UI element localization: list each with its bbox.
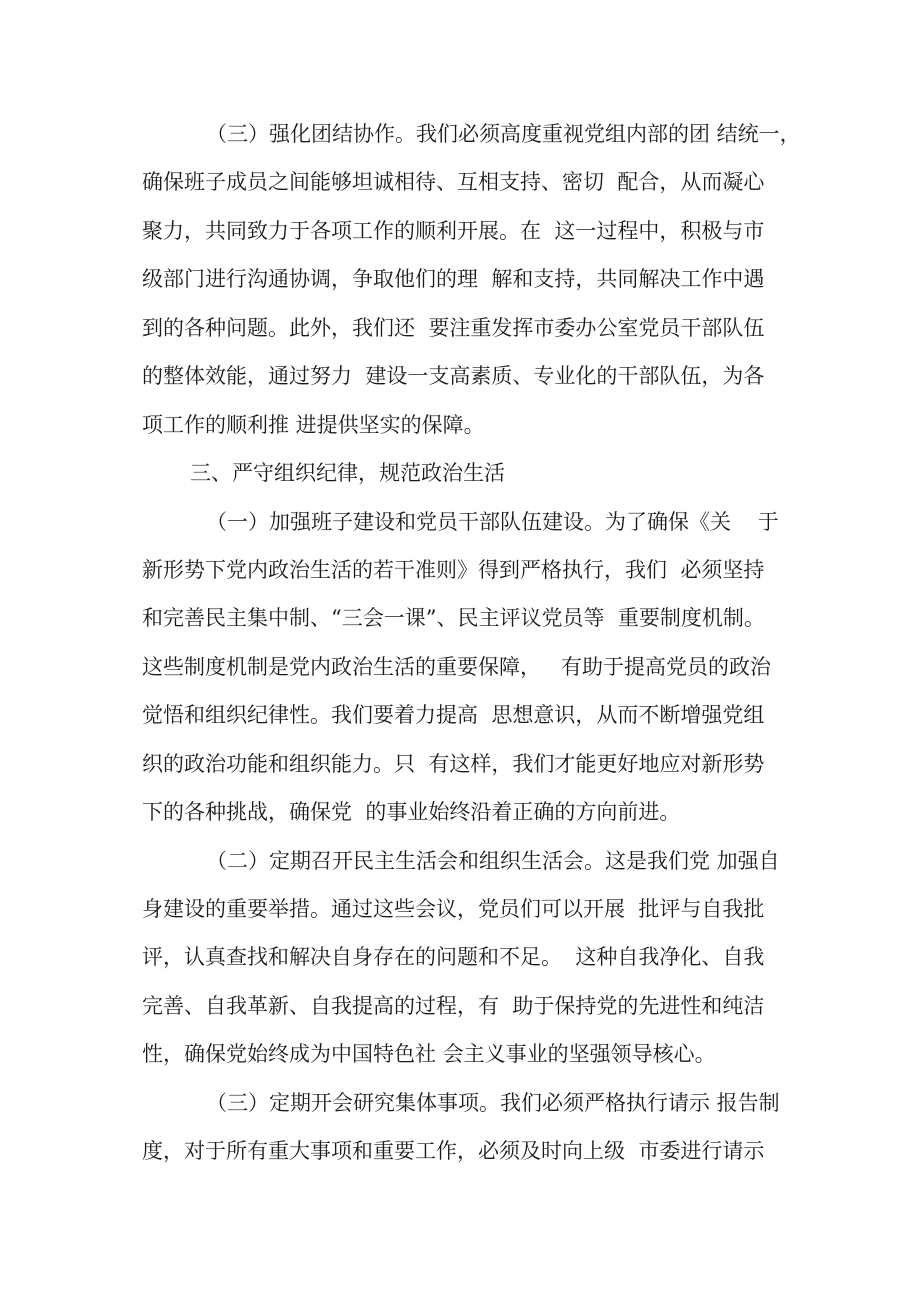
paragraph-democratic-meetings bbox=[142, 837, 802, 1079]
section-title: 三、严守组织纪律，规范政治生活 bbox=[190, 461, 505, 486]
text-line: 和完善民主集中制、“三会一课”、民主评议党员等 重要制度机制。 bbox=[142, 606, 765, 631]
text-line: 觉悟和组织纪律性。我们要着力提高 思想意识，从而不断增强党组 bbox=[142, 703, 765, 728]
text-line: 性，确保党始终成为中国特色社 会主义事业的坚强领导核心。 bbox=[142, 1042, 716, 1067]
text-line: 评，认真查找和解决自身存在的问题和不足。 这种自我净化、自我 bbox=[142, 945, 765, 970]
text-line: 织的政治功能和组织能力。只 有这样，我们才能更好地应对新形势 bbox=[142, 751, 765, 776]
paragraph-strengthen-unity bbox=[142, 110, 802, 449]
text-line: 这些制度机制是党内政治生活的重要保障， 有助于提高党员的政治 bbox=[142, 654, 772, 679]
text-line: 聚力，共同致力于各项工作的顺利开展。在 这一过程中，积极与市 bbox=[142, 218, 765, 243]
text-line: 到的各种问题。此外，我们还 要注重发挥市委办公室党员干部队伍 bbox=[142, 315, 765, 340]
document-body bbox=[142, 110, 802, 1176]
text-line: 身建设的重要举措。通过这些会议，党员们可以开展 批评与自我批 bbox=[142, 897, 765, 921]
text-line: 完善、自我革新、自我提高的过程，有 助于保持党的先进性和纯洁 bbox=[142, 993, 765, 1018]
text-line: 度，对于所有重大事项和重要工作，必须及时向上级 市委进行请示 bbox=[142, 1139, 765, 1164]
paragraph-collective-matters bbox=[142, 1079, 802, 1176]
text-line: 项工作的顺利推 进提供坚实的保障。 bbox=[142, 412, 485, 437]
text-line: 新形势下党内政治生活的若干准则》得到严格执行，我们 必须坚持 bbox=[142, 557, 765, 582]
section-heading bbox=[142, 449, 802, 497]
text-line: （一）加强班子建设和党员干部队伍建设。为了确保《关 于 bbox=[206, 509, 779, 534]
text-line: （三）强化团结协作。我们必须高度重视党组内部的团 结统一， bbox=[206, 122, 801, 146]
text-line: 级部门进行沟通协调，争取他们的理 解和支持，共同解决工作中遇 bbox=[142, 267, 765, 292]
text-line: 的整体效能，通过努力 建设一支高素质、专业化的干部队伍，为各 bbox=[142, 364, 765, 389]
text-line: 下的各种挑战，确保党 的事业始终沿着正确的方向前进。 bbox=[142, 800, 681, 825]
text-line: （二）定期召开民主生活会和组织生活会。这是我们党 加强自 bbox=[206, 848, 780, 873]
text-line: 确保班子成员之间能够坦诚相待、互相支持、密切 配合，从而凝心 bbox=[142, 170, 765, 195]
paragraph-team-building bbox=[142, 498, 802, 837]
text-line: （三）定期开会研究集体事项。我们必须严格执行请示 报告制 bbox=[206, 1090, 780, 1115]
